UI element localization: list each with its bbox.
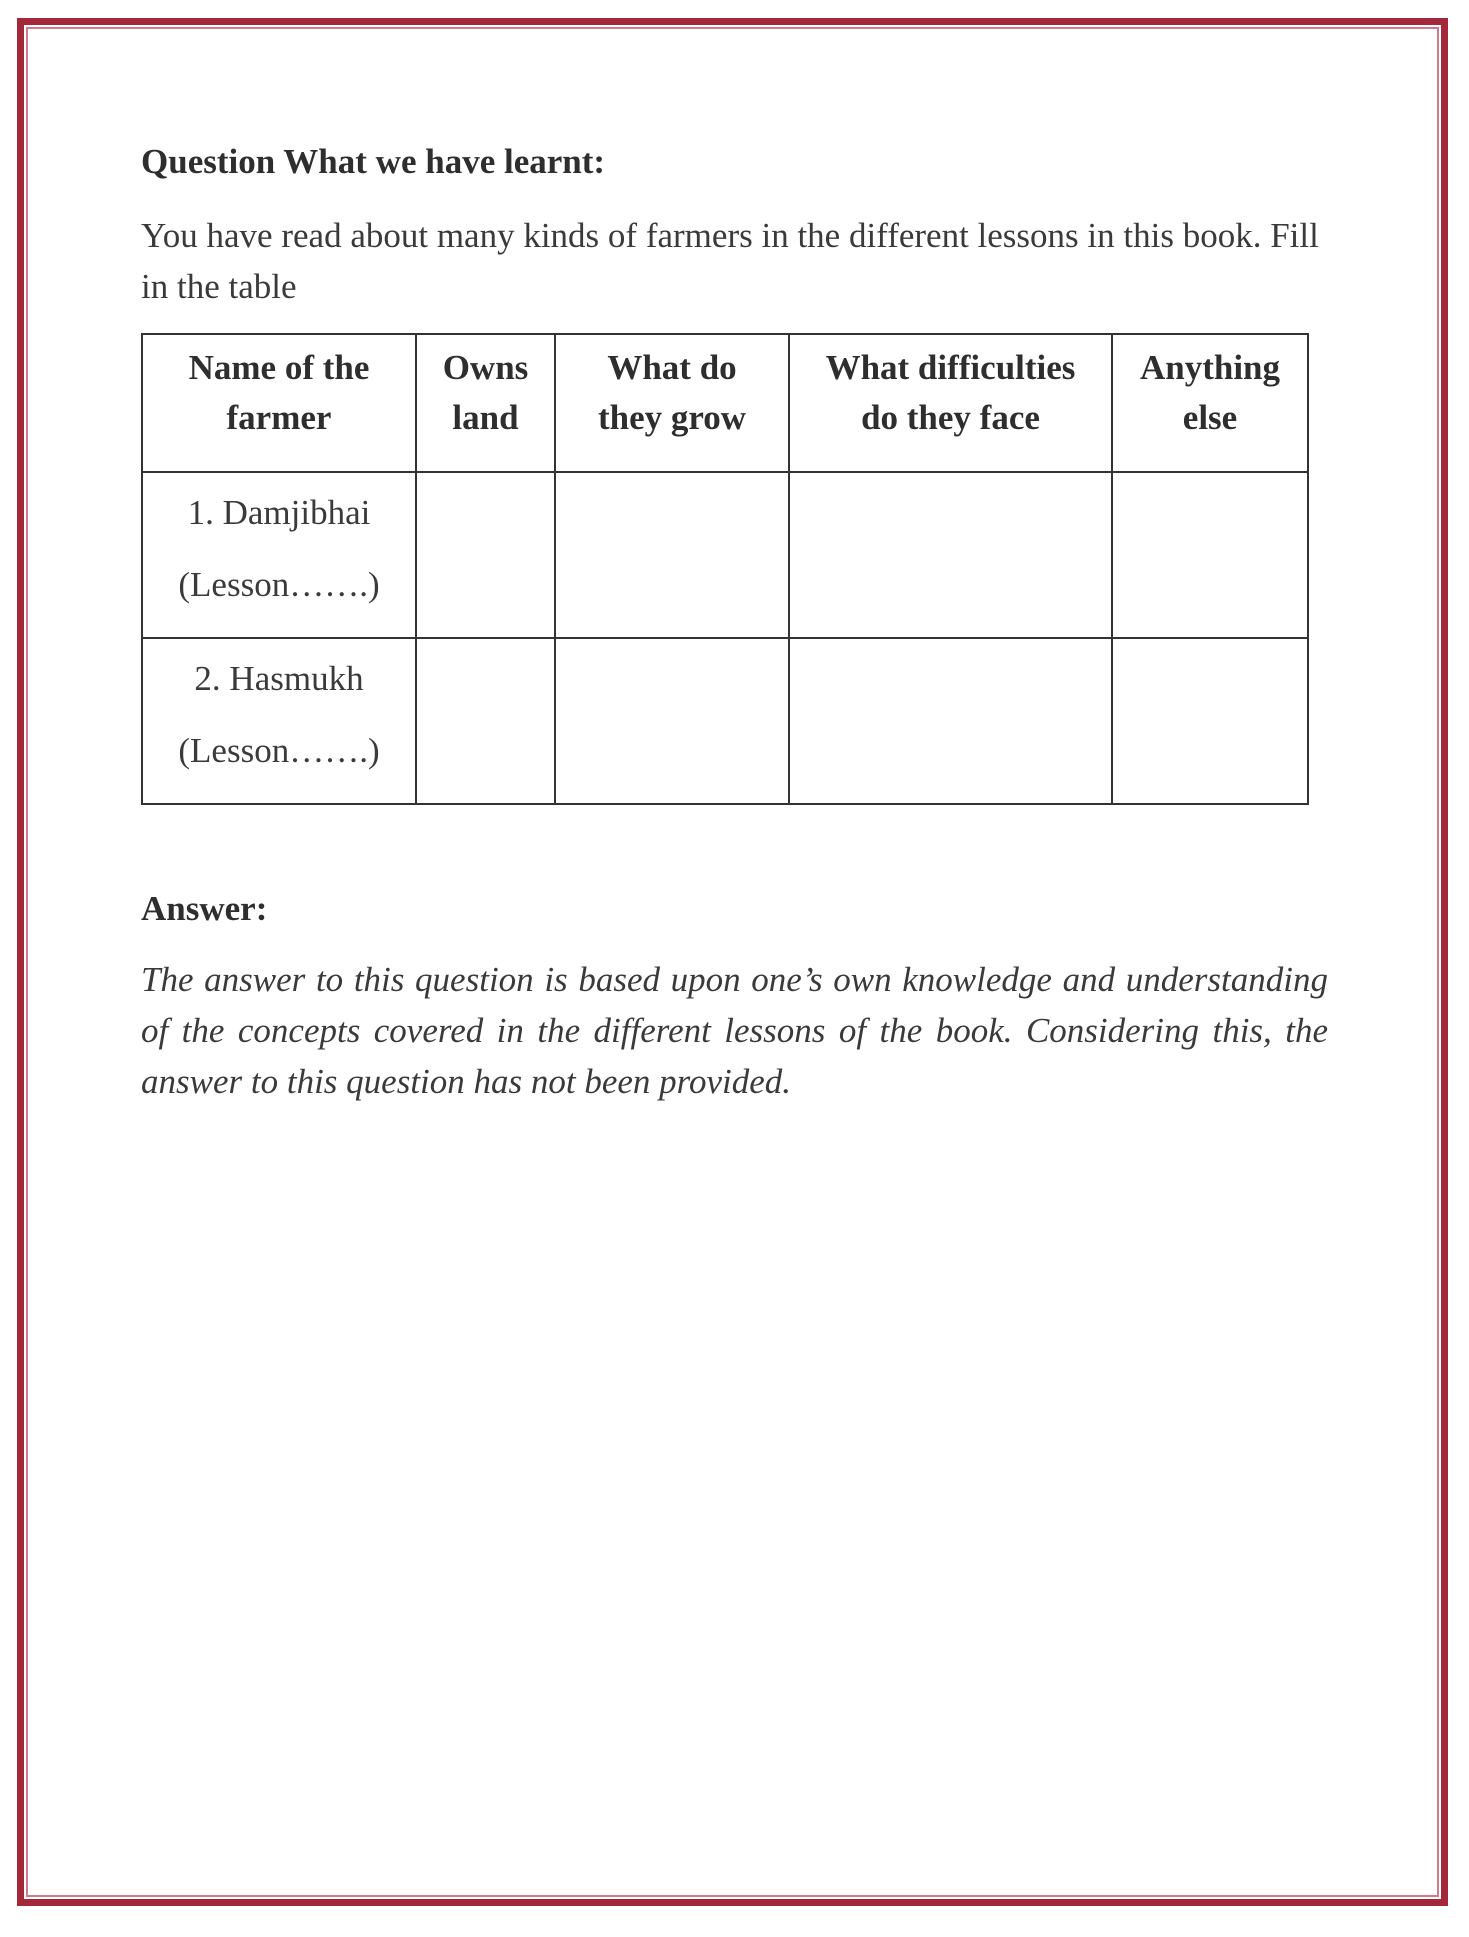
farmer-name-cell: 1. Damjibhai (Lesson…….) bbox=[142, 472, 416, 638]
empty-cell bbox=[789, 472, 1112, 638]
question-text: You have read about many kinds of farmers in the different lessons in this book. Fill in the table bbox=[141, 216, 1319, 306]
table-row bbox=[142, 472, 1308, 638]
header-what-grow: What do they grow bbox=[555, 334, 789, 472]
header-owns-land: Owns land bbox=[416, 334, 555, 472]
table-header-row bbox=[142, 334, 1308, 472]
empty-cell bbox=[555, 638, 789, 804]
header-name: Name of the farmer bbox=[142, 334, 416, 472]
answer-label: Answer: bbox=[141, 889, 268, 928]
answer-text: The answer to this question is based upon one’s own knowledge and understanding of the concepts covered in the different lessons of the book. Considering this, the answer to this question has not been provided. bbox=[141, 960, 1328, 1101]
farmers-table bbox=[141, 333, 1309, 805]
table-row bbox=[142, 638, 1308, 804]
empty-cell bbox=[1112, 472, 1308, 638]
header-difficulties: What difficulties do they face bbox=[789, 334, 1112, 472]
header-anything-else: Anything else bbox=[1112, 334, 1308, 472]
empty-cell bbox=[555, 472, 789, 638]
question-title: Question What we have learnt: bbox=[141, 142, 606, 181]
empty-cell bbox=[416, 638, 555, 804]
empty-cell bbox=[789, 638, 1112, 804]
empty-cell bbox=[1112, 638, 1308, 804]
farmer-name-cell: 2. Hasmukh (Lesson…….) bbox=[142, 638, 416, 804]
empty-cell bbox=[416, 472, 555, 638]
